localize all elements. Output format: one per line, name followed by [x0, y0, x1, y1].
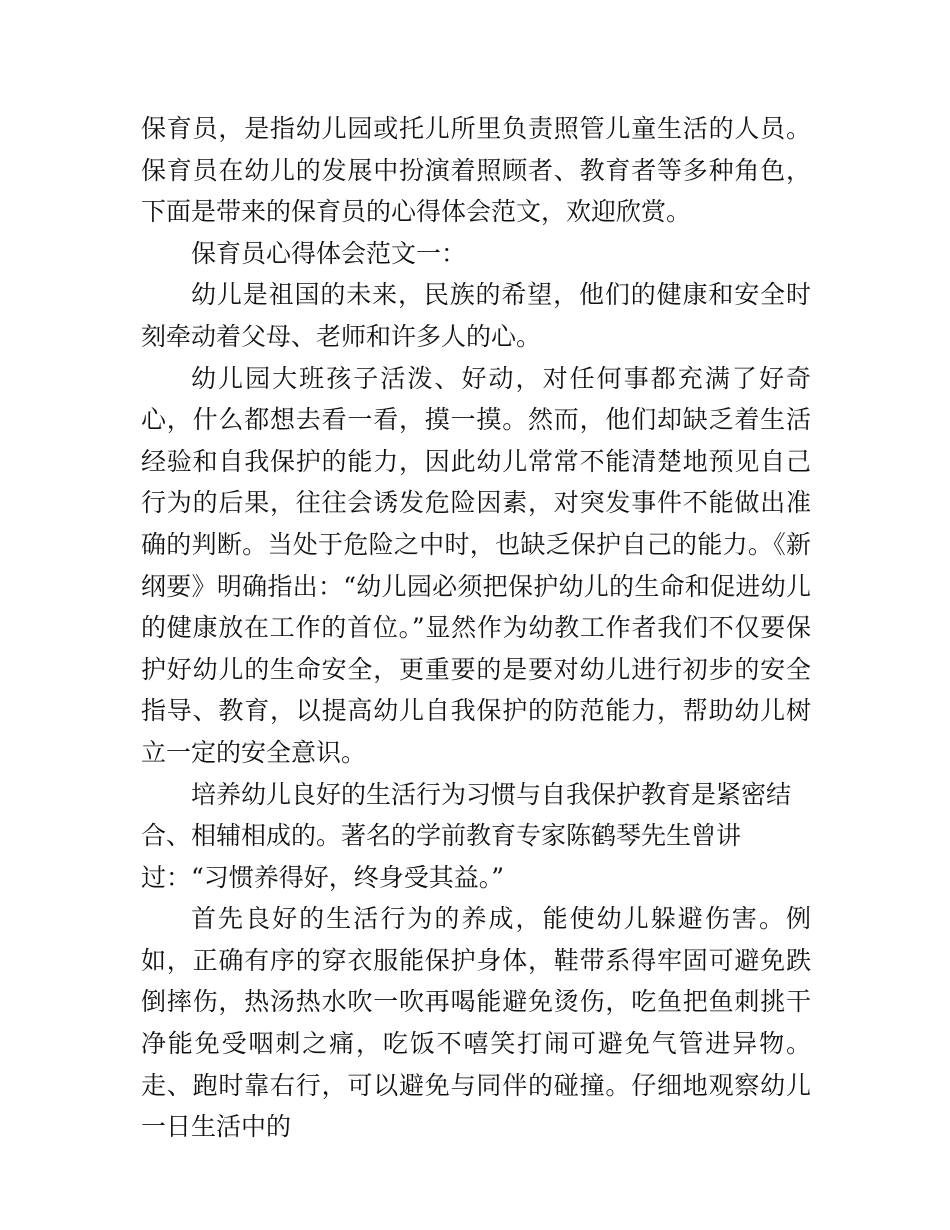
document-body [141, 108, 811, 1148]
paragraph-good-habits: 培养幼儿良好的生活行为习惯与自我保护教育是紧密结合、相辅相成的。著名的学前教育专家陈鹤琴先生曾讲过：“习惯养得好，终身受其益。” [141, 779, 792, 892]
paragraph-daily-behaviors: 首先良好的生活行为的养成，能使幼儿躲避伤害。例如，正确有序的穿衣服能保护身体，鞋带系得牢固可避免跌倒摔伤，热汤热水吹一吹再喝能避免烫伤，吃鱼把鱼刺挑干净能免受咽刺之痛，吃饭不嘻笑打闹可避免气管进异物。走、跑时靠右行，可以避免与同伴的碰撞。仔细地观察幼儿一日生活中的 [141, 904, 811, 1142]
paragraph-children-future: 幼儿是祖国的未来，民族的希望，他们的健康和安全时刻牵动着父母、老师和许多人的心。 [141, 280, 811, 351]
intro-paragraph: 保育员，是指幼儿园或托儿所里负责照管儿童生活的人员。保育员在幼儿的发展中扮演着照顾者、教育者等多种角色，下面是带来的保育员的心得体会范文，欢迎欣赏。 [141, 114, 811, 227]
section-heading: 保育员心得体会范文一： [191, 238, 467, 268]
paragraph-safety-education: 幼儿园大班孩子活泼、好动，对任何事都充满了好奇心，什么都想去看一看，摸一摸。然而，他们却缺乏着生活经验和自我保护的能力，因此幼儿常常不能清楚地预见自己行为的后果，往往会诱发危险因素，对突发事件不能做出准确的判断。当处于危险之中时，也缺乏保护自己的能力。《新纲要》明确指出：“幼儿园必须把保护幼儿的生命和促进幼儿的健康放在工作的首位。”显然作为幼教工作者我们不仅要保护好幼儿的生命安全，更重要的是要对幼儿进行初步的安全指导、教育，以提高幼儿自我保护的防范能力，帮助幼儿树立一定的安全意识。 [141, 363, 811, 767]
